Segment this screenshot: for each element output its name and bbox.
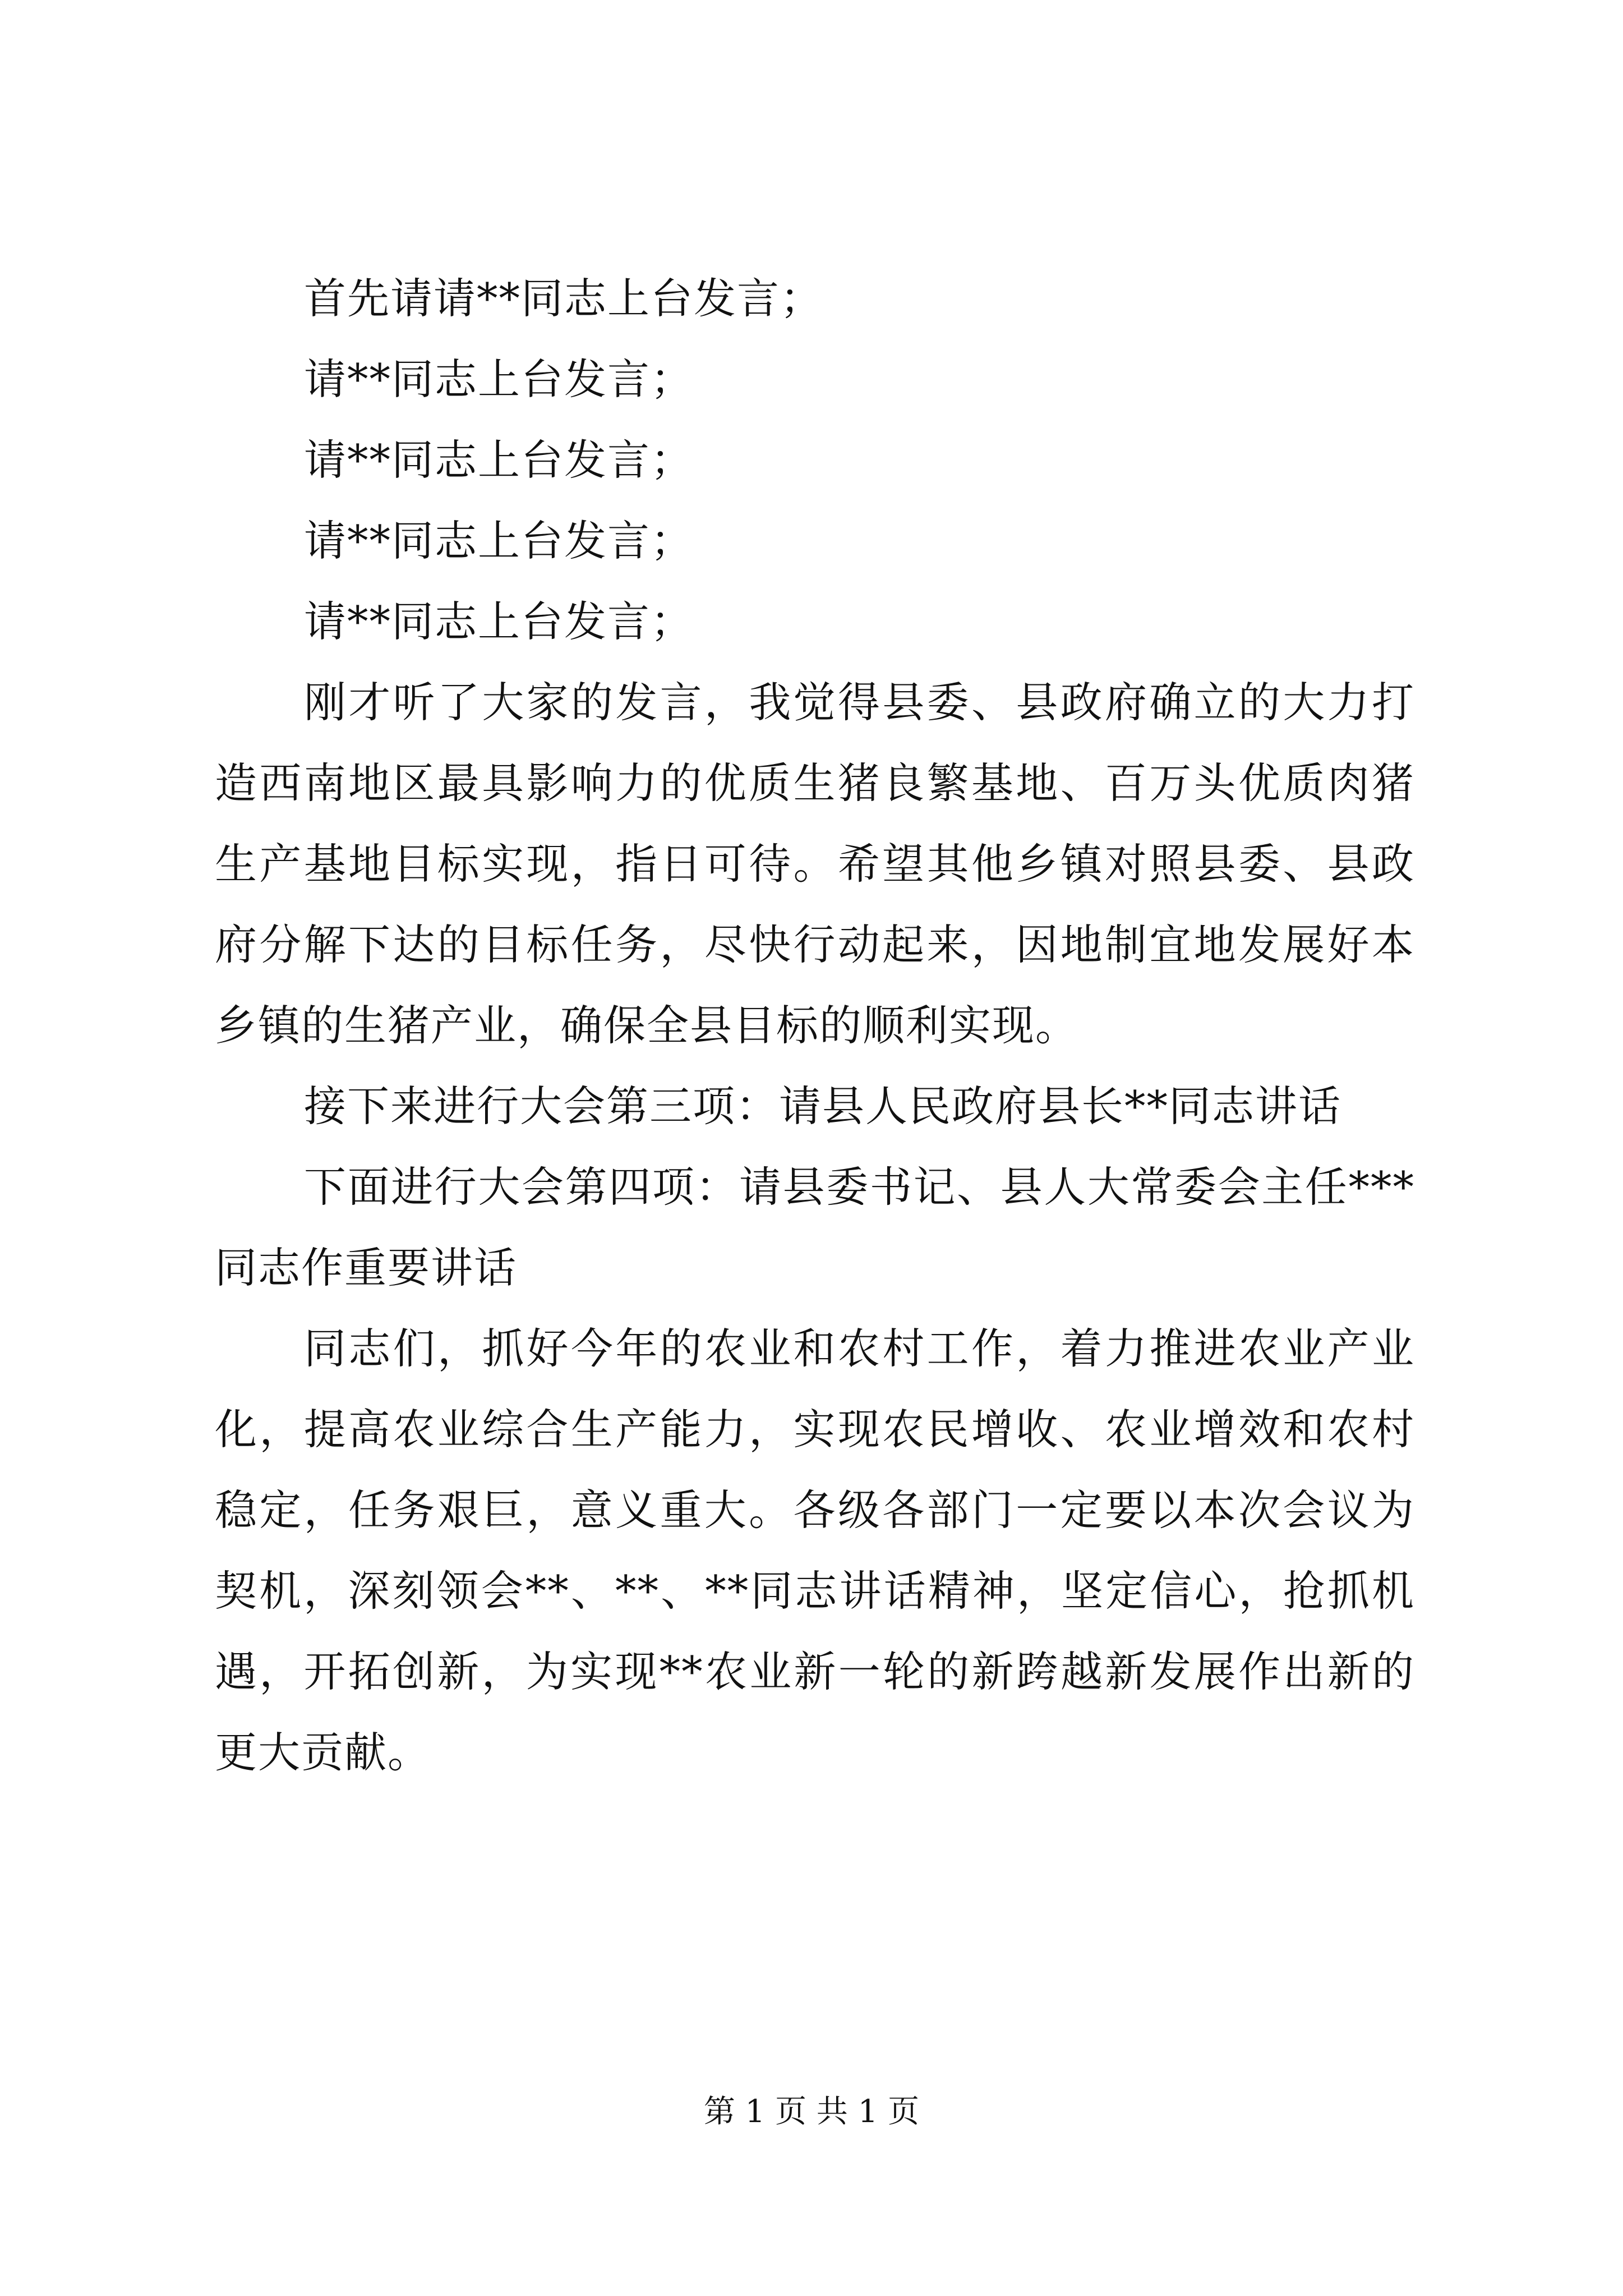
page-number-footer: 第 1 页 共 1 页 bbox=[703, 2093, 920, 2130]
paragraph-item-four: 下面进行大会第四项：请县委书记、县人大常委会主任***同志作重要讲话 bbox=[215, 1162, 1415, 1292]
paragraph-speaker-3: 请**同志上台发言； bbox=[304, 435, 694, 485]
paragraph-closing: 同志们，抓好今年的农业和农村工作，着力推进农业产业化，提高农业综合生产能力，实现农民增收、农业增效和农村稳定，任务艰巨，意义重大。各级各部门一定要以本次会议为契机，深刻领会**、**、**同志讲话精神，坚定信心，抢抓机遇，开拓创新，为实现**农业新一轮的新跨越新发展作出新的更大贡献。 bbox=[215, 1324, 1415, 1777]
paragraph-speaker-5: 请**同志上台发言； bbox=[304, 597, 694, 646]
document-body bbox=[215, 258, 1415, 1793]
paragraph-item-three: 接下来进行大会第三项：请县人民政府县长**同志讲话 bbox=[304, 1082, 1342, 1131]
paragraph-summary: 刚才听了大家的发言，我觉得县委、县政府确立的大力打造西南地区最具影响力的优质生猪良繁基地、百万头优质肉猪生产基地目标实现，指日可待。希望其他乡镇对照县委、县政府分解下达的目标任务，尽快行动起来，因地制宜地发展好本乡镇的生猪产业，确保全县目标的顺利实现。 bbox=[215, 678, 1415, 1050]
paragraph-speaker-2: 请**同志上台发言； bbox=[304, 355, 694, 404]
paragraph-speaker-4: 请**同志上台发言； bbox=[304, 516, 694, 565]
paragraph-speaker-1: 首先请请**同志上台发言； bbox=[304, 274, 824, 323]
